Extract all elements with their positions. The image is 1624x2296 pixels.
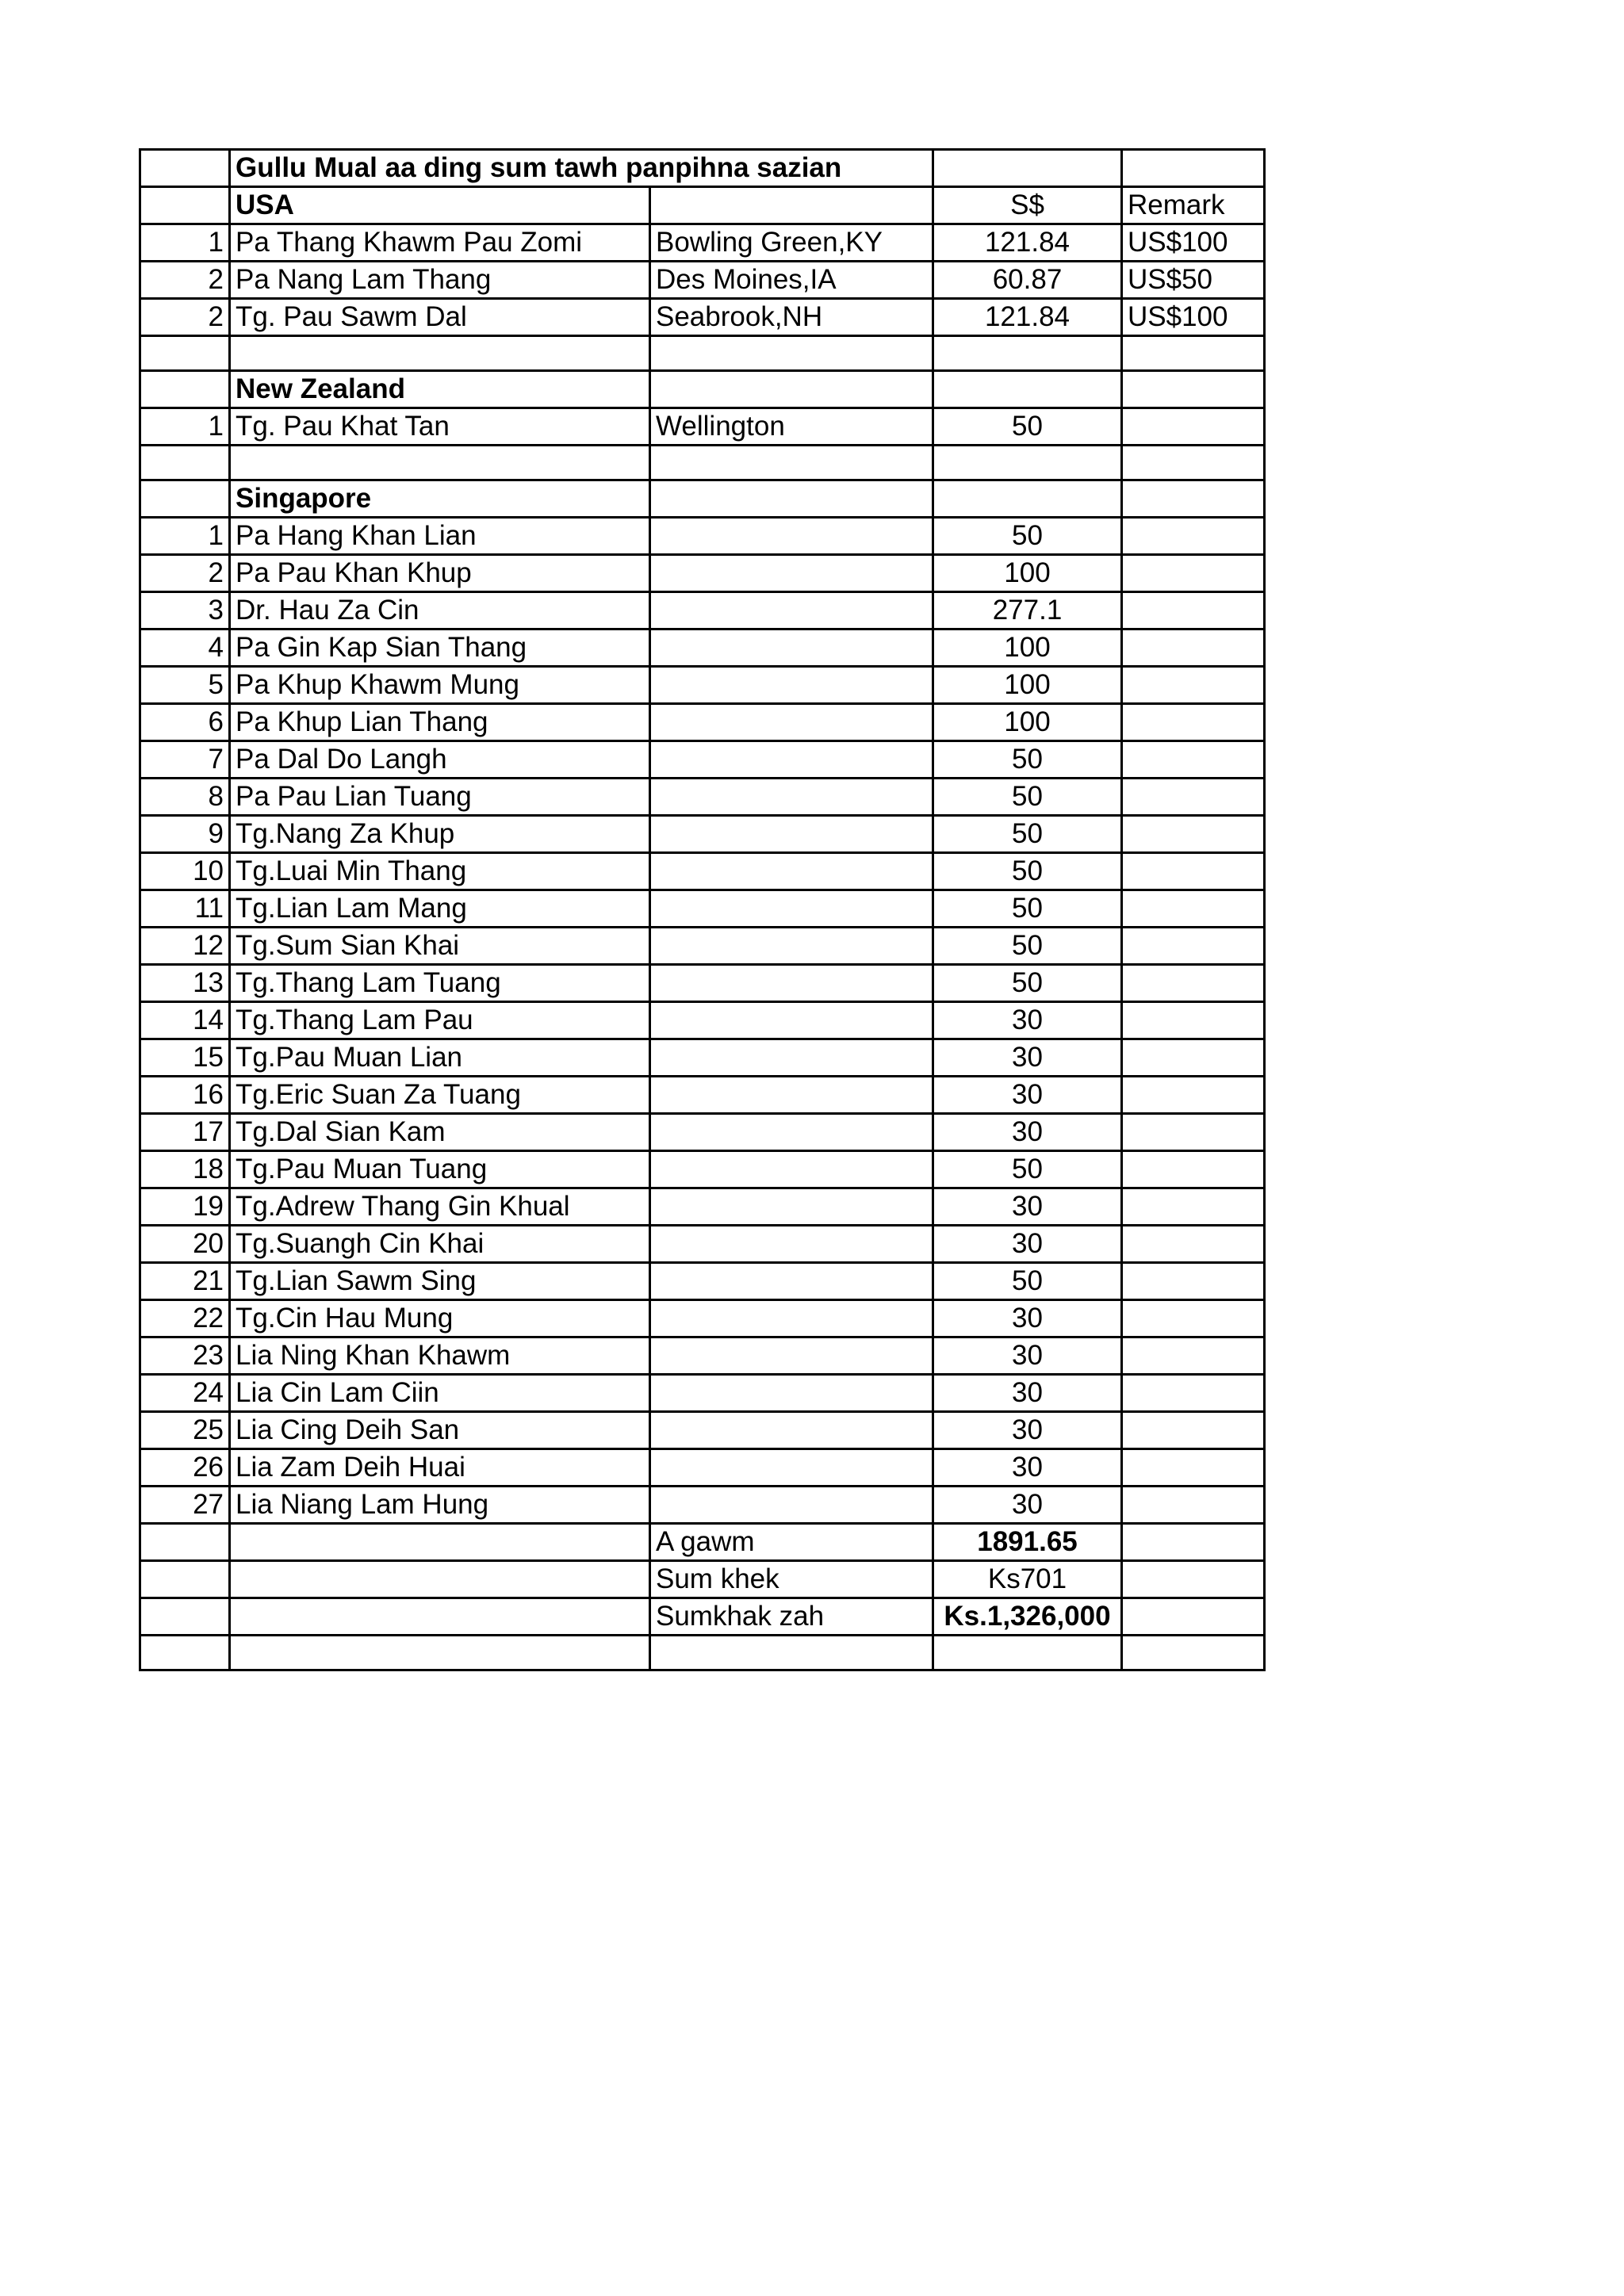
total-value: 1891.65 [933, 1524, 1122, 1561]
donation-amount: 50 [933, 928, 1122, 965]
row-number: 21 [140, 1263, 230, 1300]
donor-location [650, 1077, 933, 1114]
donation-remark [1122, 965, 1265, 1002]
donation-remark [1122, 592, 1265, 629]
cell-empty [230, 1524, 650, 1561]
donation-amount: 30 [933, 1226, 1122, 1263]
table-row [140, 853, 1265, 890]
table-row [140, 704, 1265, 741]
donor-location [650, 371, 933, 408]
donation-amount: 30 [933, 1375, 1122, 1412]
donation-remark [1122, 446, 1265, 480]
row-number: 25 [140, 1412, 230, 1449]
cell-empty [1122, 1636, 1265, 1670]
donation-remark [1122, 1487, 1265, 1524]
donor-location [650, 1002, 933, 1039]
donation-remark [1122, 1002, 1265, 1039]
row-number: 15 [140, 1039, 230, 1077]
donation-amount: 30 [933, 1002, 1122, 1039]
row-number: 13 [140, 965, 230, 1002]
donor-location [650, 1449, 933, 1487]
donor-location [650, 336, 933, 371]
table-row [140, 1337, 1265, 1375]
table-row [140, 518, 1265, 555]
donor-name: Tg.Dal Sian Kam [230, 1114, 650, 1151]
donation-amount: 50 [933, 965, 1122, 1002]
donation-remark [1122, 1300, 1265, 1337]
donation-amount: 30 [933, 1300, 1122, 1337]
donor-name: Tg.Thang Lam Pau [230, 1002, 650, 1039]
cell-empty [1122, 1598, 1265, 1636]
donation-amount: 30 [933, 1412, 1122, 1449]
donor-location [650, 592, 933, 629]
donation-remark [1122, 1449, 1265, 1487]
donor-location [650, 446, 933, 480]
donation-remark [1122, 779, 1265, 816]
donor-name: Pa Hang Khan Lian [230, 518, 650, 555]
total-value: Ks.1,326,000 [933, 1598, 1122, 1636]
table-row [140, 1375, 1265, 1412]
row-number: 2 [140, 299, 230, 336]
row-number: 10 [140, 853, 230, 890]
cell-empty [230, 1636, 650, 1670]
donation-remark [1122, 408, 1265, 446]
donor-name [230, 446, 650, 480]
donor-name: Pa Pau Lian Tuang [230, 779, 650, 816]
donation-remark [1122, 1337, 1265, 1375]
row-number: 1 [140, 224, 230, 262]
section-row [140, 371, 1265, 408]
donor-location [650, 629, 933, 667]
donor-name: Pa Thang Khawm Pau Zomi [230, 224, 650, 262]
blank-row [140, 336, 1265, 371]
total-row [140, 1598, 1265, 1636]
section-row [140, 480, 1265, 518]
row-number [140, 480, 230, 518]
cell-empty [140, 1598, 230, 1636]
row-number: 8 [140, 779, 230, 816]
donor-name: Tg.Thang Lam Tuang [230, 965, 650, 1002]
table-row [140, 1300, 1265, 1337]
donor-location [650, 1188, 933, 1226]
donor-name [230, 336, 650, 371]
donor-name: Pa Khup Khawm Mung [230, 667, 650, 704]
table-row [140, 1077, 1265, 1114]
donor-name: Lia Ning Khan Khawm [230, 1337, 650, 1375]
donor-name: Lia Cing Deih San [230, 1412, 650, 1449]
donation-amount: 50 [933, 890, 1122, 928]
total-row [140, 1524, 1265, 1561]
donor-location [650, 1114, 933, 1151]
table-row [140, 1002, 1265, 1039]
donor-location [650, 1412, 933, 1449]
table-row [140, 1039, 1265, 1077]
table-row [140, 1151, 1265, 1188]
row-number: 7 [140, 741, 230, 779]
row-number: 20 [140, 1226, 230, 1263]
donation-amount: 30 [933, 1449, 1122, 1487]
donation-amount: 50 [933, 741, 1122, 779]
table-row [140, 667, 1265, 704]
table-row [140, 224, 1265, 262]
cell-empty [933, 150, 1122, 187]
row-number: 27 [140, 1487, 230, 1524]
donation-remark: US$100 [1122, 224, 1265, 262]
donation-amount: 30 [933, 1188, 1122, 1226]
cell-empty [140, 1636, 230, 1670]
table-row [140, 965, 1265, 1002]
row-number: 24 [140, 1375, 230, 1412]
section-heading-usa: USA [230, 187, 650, 224]
donation-remark [1122, 853, 1265, 890]
donation-remark [1122, 1226, 1265, 1263]
row-number: 6 [140, 704, 230, 741]
table-row [140, 1412, 1265, 1449]
donation-amount: 30 [933, 1077, 1122, 1114]
table-row [140, 408, 1265, 446]
donor-name: Tg.Cin Hau Mung [230, 1300, 650, 1337]
table-row [140, 1449, 1265, 1487]
donation-remark [1122, 1077, 1265, 1114]
total-label: Sumkhak zah [650, 1598, 933, 1636]
donor-name: Dr. Hau Za Cin [230, 592, 650, 629]
row-number: 18 [140, 1151, 230, 1188]
donation-amount: 100 [933, 629, 1122, 667]
donation-amount: 100 [933, 667, 1122, 704]
donation-remark [1122, 336, 1265, 371]
donation-amount: 50 [933, 816, 1122, 853]
donation-remark [1122, 1375, 1265, 1412]
sheet-title: Gullu Mual aa ding sum tawh panpihna sazian [230, 150, 933, 187]
donor-location [650, 1300, 933, 1337]
donation-remark [1122, 741, 1265, 779]
donor-location [650, 890, 933, 928]
donor-location [650, 741, 933, 779]
donor-name: Tg.Suangh Cin Khai [230, 1226, 650, 1263]
row-number [140, 371, 230, 408]
cell-empty [650, 187, 933, 224]
donor-location [650, 1039, 933, 1077]
table-row [140, 299, 1265, 336]
table-row [140, 1263, 1265, 1300]
donation-amount [933, 446, 1122, 480]
row-number: 9 [140, 816, 230, 853]
donor-location [650, 1375, 933, 1412]
donation-amount: 30 [933, 1487, 1122, 1524]
donation-remark [1122, 1412, 1265, 1449]
donation-remark [1122, 704, 1265, 741]
donation-remark [1122, 518, 1265, 555]
donor-name: Tg. Pau Sawm Dal [230, 299, 650, 336]
blank-row [140, 446, 1265, 480]
row-number: 4 [140, 629, 230, 667]
donation-amount [933, 371, 1122, 408]
donor-location [650, 667, 933, 704]
donor-name: Tg.Pau Muan Tuang [230, 1151, 650, 1188]
donor-name: Pa Nang Lam Thang [230, 262, 650, 299]
total-row [140, 1561, 1265, 1598]
donor-location [650, 1151, 933, 1188]
donation-amount: 100 [933, 704, 1122, 741]
donor-name: Tg.Adrew Thang Gin Khual [230, 1188, 650, 1226]
table-row [140, 592, 1265, 629]
table-row [140, 890, 1265, 928]
table-row [140, 816, 1265, 853]
donor-location [650, 1337, 933, 1375]
table-row [140, 741, 1265, 779]
section-heading: Singapore [230, 480, 650, 518]
donor-name: Tg.Nang Za Khup [230, 816, 650, 853]
donation-amount: 277.1 [933, 592, 1122, 629]
row-number: 11 [140, 890, 230, 928]
table-row [140, 629, 1265, 667]
row-number: 5 [140, 667, 230, 704]
donor-location: Wellington [650, 408, 933, 446]
donor-location: Des Moines,IA [650, 262, 933, 299]
donor-location [650, 704, 933, 741]
row-number [140, 336, 230, 371]
row-number: 23 [140, 1337, 230, 1375]
donation-amount: 50 [933, 518, 1122, 555]
donor-location [650, 555, 933, 592]
table-row [140, 928, 1265, 965]
row-number: 12 [140, 928, 230, 965]
donation-remark [1122, 555, 1265, 592]
donation-remark: US$50 [1122, 262, 1265, 299]
row-number: 2 [140, 262, 230, 299]
donor-location: Bowling Green,KY [650, 224, 933, 262]
blank-row [140, 1636, 1265, 1670]
donation-amount: 30 [933, 1039, 1122, 1077]
donor-name: Pa Gin Kap Sian Thang [230, 629, 650, 667]
donation-amount: 60.87 [933, 262, 1122, 299]
total-label: Sum khek [650, 1561, 933, 1598]
cell-empty [140, 1561, 230, 1598]
donation-amount: 121.84 [933, 299, 1122, 336]
donor-name: Tg.Pau Muan Lian [230, 1039, 650, 1077]
remark-column-header: Remark [1122, 187, 1265, 224]
row-number: 2 [140, 555, 230, 592]
cell-empty [230, 1561, 650, 1598]
donation-amount: 30 [933, 1114, 1122, 1151]
row-number: 26 [140, 1449, 230, 1487]
donor-location [650, 1226, 933, 1263]
donation-amount: 30 [933, 1337, 1122, 1375]
header-row [140, 187, 1265, 224]
row-number [140, 446, 230, 480]
donor-name: Tg.Eric Suan Za Tuang [230, 1077, 650, 1114]
donation-remark [1122, 928, 1265, 965]
donor-name: Pa Khup Lian Thang [230, 704, 650, 741]
cell-empty [933, 1636, 1122, 1670]
donation-table-body [140, 150, 1265, 1670]
cell-empty [140, 187, 230, 224]
donation-amount: 100 [933, 555, 1122, 592]
table-row [140, 1188, 1265, 1226]
donor-name: Tg.Sum Sian Khai [230, 928, 650, 965]
donor-name: Lia Cin Lam Ciin [230, 1375, 650, 1412]
row-number: 1 [140, 408, 230, 446]
donation-remark [1122, 629, 1265, 667]
total-label: A gawm [650, 1524, 933, 1561]
donation-amount: 50 [933, 1263, 1122, 1300]
donation-remark [1122, 816, 1265, 853]
donor-location [650, 853, 933, 890]
donation-remark [1122, 1151, 1265, 1188]
row-number: 19 [140, 1188, 230, 1226]
donor-name: Tg.Lian Lam Mang [230, 890, 650, 928]
table-row [140, 1487, 1265, 1524]
title-row [140, 150, 1265, 187]
donor-name: Tg.Lian Sawm Sing [230, 1263, 650, 1300]
row-number: 17 [140, 1114, 230, 1151]
donation-remark [1122, 480, 1265, 518]
row-number: 16 [140, 1077, 230, 1114]
donor-location [650, 1487, 933, 1524]
cell-empty [1122, 150, 1265, 187]
amount-column-header: S$ [933, 187, 1122, 224]
donor-name: Lia Zam Deih Huai [230, 1449, 650, 1487]
donation-remark [1122, 1039, 1265, 1077]
table-row [140, 262, 1265, 299]
donor-name: Tg. Pau Khat Tan [230, 408, 650, 446]
table-row [140, 1226, 1265, 1263]
donor-name: Lia Niang Lam Hung [230, 1487, 650, 1524]
donation-remark [1122, 371, 1265, 408]
donor-location [650, 480, 933, 518]
row-number: 1 [140, 518, 230, 555]
row-number: 14 [140, 1002, 230, 1039]
donation-remark: US$100 [1122, 299, 1265, 336]
donor-name: Pa Dal Do Langh [230, 741, 650, 779]
row-number: 22 [140, 1300, 230, 1337]
donation-amount: 50 [933, 779, 1122, 816]
donor-location [650, 1263, 933, 1300]
donor-location: Seabrook,NH [650, 299, 933, 336]
donation-remark [1122, 1263, 1265, 1300]
donor-location [650, 816, 933, 853]
donation-remark [1122, 667, 1265, 704]
row-number: 3 [140, 592, 230, 629]
donor-location [650, 518, 933, 555]
section-heading: New Zealand [230, 371, 650, 408]
donation-amount: 50 [933, 408, 1122, 446]
donation-amount [933, 480, 1122, 518]
donor-location [650, 779, 933, 816]
table-row [140, 555, 1265, 592]
donor-name: Tg.Luai Min Thang [230, 853, 650, 890]
cell-empty [140, 150, 230, 187]
donor-name: Pa Pau Khan Khup [230, 555, 650, 592]
cell-empty [1122, 1561, 1265, 1598]
total-value: Ks701 [933, 1561, 1122, 1598]
donation-amount: 50 [933, 1151, 1122, 1188]
table-row [140, 779, 1265, 816]
cell-empty [140, 1524, 230, 1561]
donation-remark [1122, 1114, 1265, 1151]
cell-empty [1122, 1524, 1265, 1561]
donation-amount: 50 [933, 853, 1122, 890]
donor-location [650, 928, 933, 965]
donation-remark [1122, 1188, 1265, 1226]
cell-empty [230, 1598, 650, 1636]
donation-amount: 121.84 [933, 224, 1122, 262]
donation-table [139, 148, 1266, 1671]
donation-remark [1122, 890, 1265, 928]
donation-amount [933, 336, 1122, 371]
cell-empty [650, 1636, 933, 1670]
table-row [140, 1114, 1265, 1151]
donor-location [650, 965, 933, 1002]
